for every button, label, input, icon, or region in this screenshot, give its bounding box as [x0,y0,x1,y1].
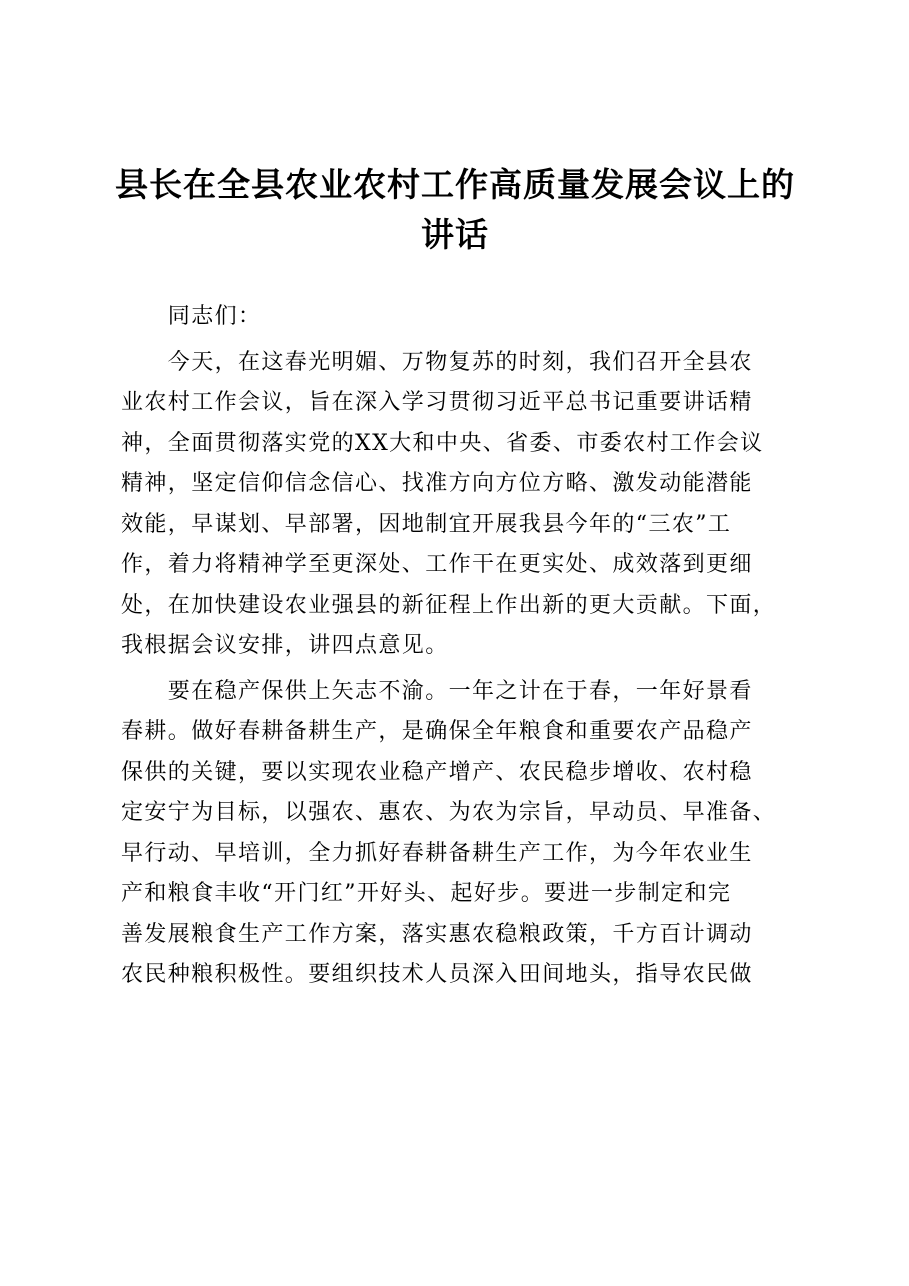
text-line: 神，全面贯彻落实党的XX大和中央、省委、市委农村工作会议 [121,430,764,456]
text-line: 产和粮食丰收“开门红”开好头、起好步。要进一步制定和完 [121,881,732,906]
text-line: 效能，早谋划、早部署，因地制宜开展我县今年的“三农”工 [121,511,732,537]
text-line: 要在稳产保供上矢志不渝。一年之计在于春，一年好景看 [121,678,753,704]
text-line: 处，在加快建设农业强县的新征程上作出新的更大贡献。下面， [121,592,777,618]
text-line: 早行动、早培训，全力抓好春耕备耕生产工作，为今年农业生 [121,840,753,866]
text-line: 保供的关键，要以实现农业稳产增产、农民稳步增收、农村稳 [121,759,753,785]
paragraph-salutation [121,297,801,338]
text-line: 春耕。做好春耕备耕生产，是确保全年粮食和重要农产品稳产 [121,719,753,744]
text-line: 我根据会议安排，讲四点意见。 [121,633,449,658]
text-line: 同志们： [121,304,262,329]
text-line: 农民种粮积极性。要组织技术人员深入田间地头，指导农民做 [121,962,753,987]
document-body [121,297,801,996]
text-line: 善发展粮食生产工作方案，落实惠农稳粮政策，千方百计调动 [121,921,753,947]
text-line: 精神，坚定信仰信念信心、找准方向方位方略、激发动能潜能 [121,471,753,496]
text-line: 作，着力将精神学至更深处、工作干在更实处、成效落到更细 [121,552,753,577]
text-line: 定安宁为目标，以强农、惠农、为农为宗旨，早动员、早准备、 [121,800,777,825]
text-line: 今天，在这春光明媚、万物复苏的时刻，我们召开全县农 [121,349,753,375]
document-title [110,160,800,260]
title-line: 讲话 [421,215,489,254]
title-line: 县长在全县农业农村工作高质量发展会议上的 [115,165,795,204]
paragraph-stable-production [121,672,801,996]
text-line: 业农村工作会议，旨在深入学习贯彻习近平总书记重要讲话精 [121,390,753,415]
paragraph-intro [121,343,801,667]
